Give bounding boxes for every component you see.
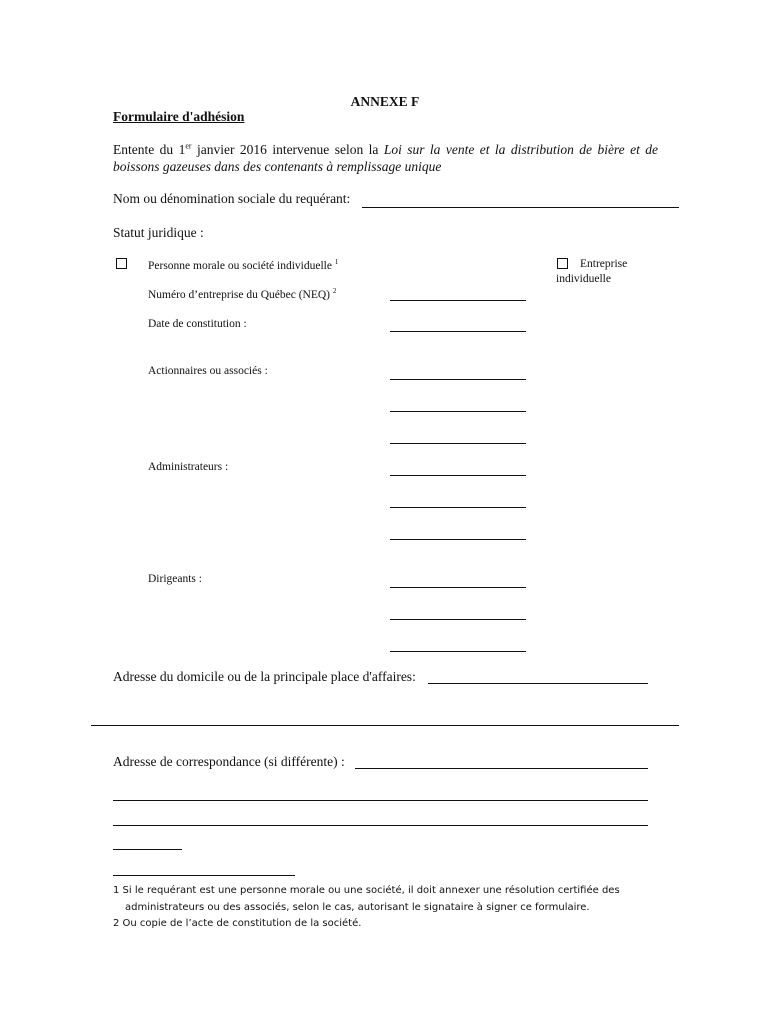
administrateurs-label: Administrateurs : (148, 461, 229, 473)
footnote-1-line1: 1 Si le requérant est une personne morale ou une société, il doit annexer une résolution certifiée des (113, 885, 620, 896)
correspondance-field-2[interactable] (113, 800, 648, 801)
correspondance-field-4[interactable] (113, 849, 182, 850)
actionnaires-label: Actionnaires ou associés : (148, 365, 268, 377)
neq-text: Numéro d’entreprise du Québec (NEQ) (148, 288, 331, 301)
dirigeants-field-2[interactable] (390, 619, 526, 620)
date-label: Date de constitution : (148, 318, 247, 330)
form-subtitle: Formulaire d'adhésion (113, 109, 245, 124)
date-field[interactable] (390, 331, 526, 332)
personne-morale-checkbox[interactable] (116, 258, 127, 269)
neq-label (148, 287, 336, 301)
footnote-2: 2 Ou copie de l’acte de constitution de la société. (113, 918, 362, 929)
page-title: ANNEXE F (350, 94, 420, 109)
footnote-separator (113, 875, 295, 876)
correspondance-label: Adresse de correspondance (si différente) : (113, 754, 345, 769)
actionnaires-field-3[interactable] (390, 443, 526, 444)
dirigeants-field-3[interactable] (390, 651, 526, 652)
personne-morale-label (148, 258, 338, 272)
personne-morale-text: Personne morale ou société individuelle (148, 259, 332, 272)
administrateurs-field-1[interactable] (390, 475, 526, 476)
entente-part2: janvier 2016 intervenue selon la (191, 142, 384, 157)
adresse-label: Adresse du domicile ou de la principale place d'affaires: (113, 669, 416, 684)
entreprise-individuelle-checkbox[interactable] (557, 258, 568, 269)
entreprise-label-line2: individuelle (556, 273, 611, 285)
entente-law-title: Loi sur la vente et la distribution de bière et de boissons gazeuses dans des contenants à remplissage unique (113, 142, 659, 174)
dirigeants-field-1[interactable] (390, 587, 526, 588)
footnote-ref-1: 1 (334, 258, 339, 266)
neq-field[interactable] (390, 300, 526, 301)
entente-part1: Entente du 1 (113, 142, 186, 157)
nom-field[interactable] (362, 207, 679, 208)
entente-paragraph (113, 141, 658, 175)
adresse-field-2[interactable] (91, 725, 679, 726)
footnote-ref-2: 2 (332, 287, 337, 295)
statut-label: Statut juridique : (113, 225, 204, 240)
footnote-1-line2: administrateurs ou des associés, selon le cas, autorisant le signataire à signer ce formulaire. (125, 902, 590, 913)
adresse-field-1[interactable] (428, 683, 648, 684)
administrateurs-field-2[interactable] (390, 507, 526, 508)
nom-label: Nom ou dénomination sociale du requérant: (113, 191, 351, 206)
dirigeants-label: Dirigeants : (148, 573, 202, 585)
administrateurs-field-3[interactable] (390, 539, 526, 540)
entente-sup: er (185, 141, 192, 151)
actionnaires-field-2[interactable] (390, 411, 526, 412)
correspondance-field-3[interactable] (113, 825, 648, 826)
correspondance-field-1[interactable] (355, 768, 648, 769)
entreprise-label-line1: Entreprise (580, 258, 628, 270)
actionnaires-field-1[interactable] (390, 379, 526, 380)
